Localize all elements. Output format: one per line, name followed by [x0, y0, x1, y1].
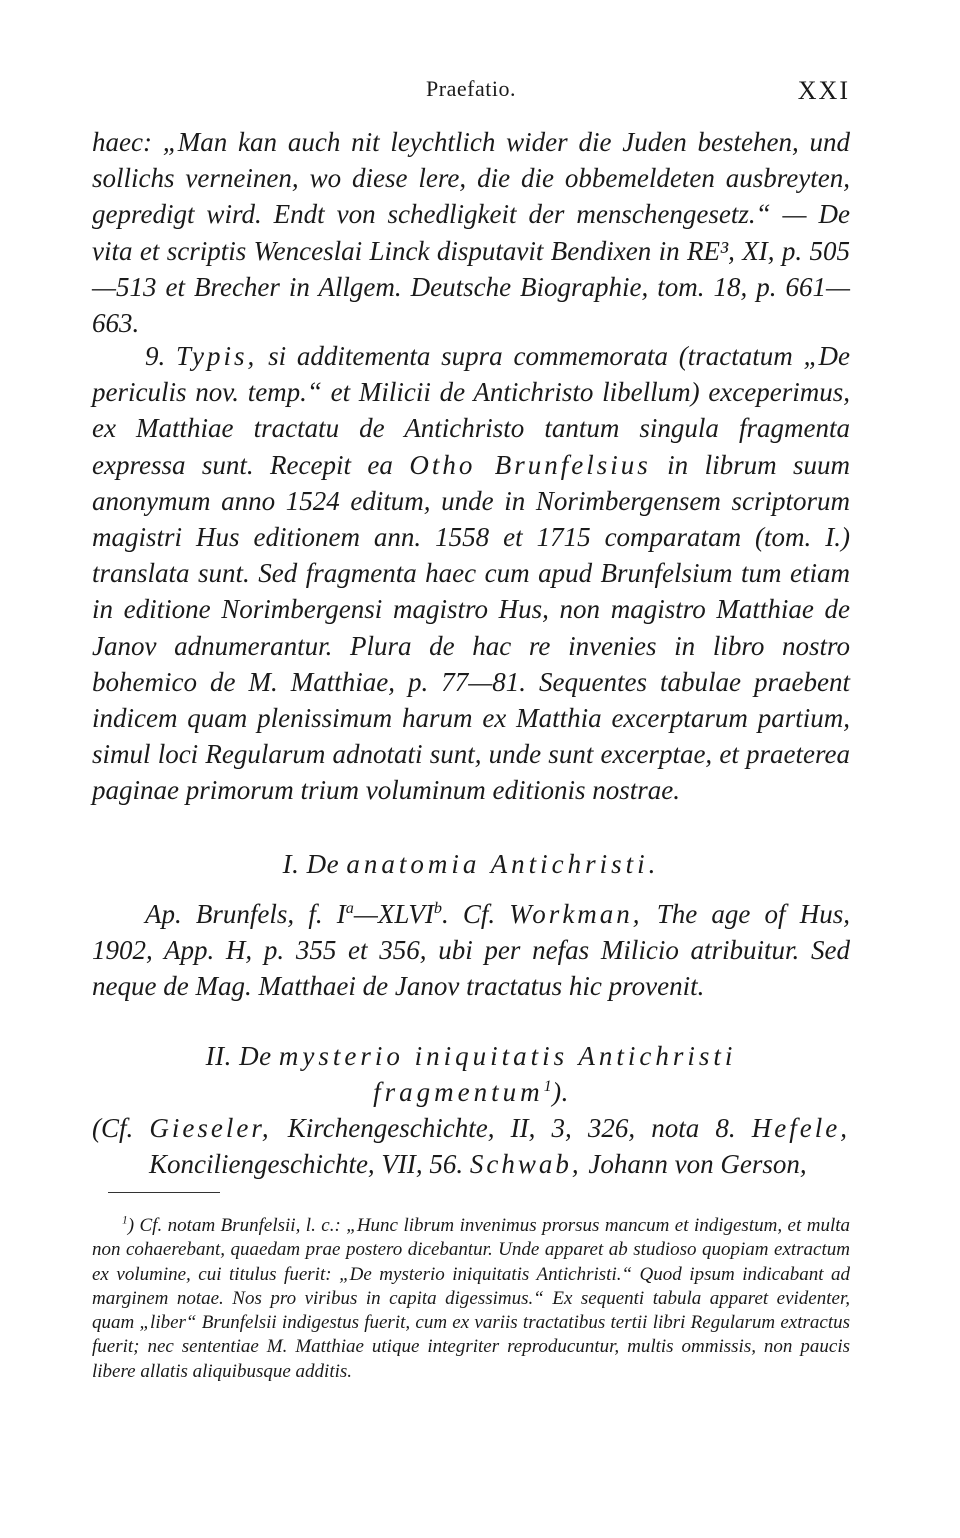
paragraph-text: haec: „Man kan auch nit leychtlich wider die Juden bestehen, und sollichs verneinen, wo diese lere, die die obbemeldeten ausbreyten, gepredigt wird. Endt von schedligkeit der menschengesetz.“ — De vita et scriptis Wenceslai Linck disputavit Bendixen in RE³, XI, p. 505—513 et Brecher in Allgem. Deutsche Biographie, tom. 18, p. 661—663.: [92, 127, 850, 339]
paragraph-segment: si additementa supra commemorata (tractatum „De periculis nov. temp.“ et Milicii de Antichristo libellum) exceperimus, ex Matthiae tractatu de Antichristo tantum singula fragmenta expressa sunt. Recepit ea: [92, 341, 851, 480]
paragraph-segment: in librum suum anonymum anno 1524 editum, unde in Norimbergensem scriptorum magistri Hus editionem ann. 1558 et 1715 comparatam (tom. I.) translata sunt. Sed fragmenta haec cum apud Brunfelsium tum etiam in editione Norimbergensi magistro Hus, non magistro Matthiae de Janov adnumerantur. Plura de hac re invenies in libro nostro bohemico de M. Matthiae, p. 77—81. Sequentes tabulae praebent indicem quam plenissimum harum ex Matthia excerptarum partium, simul loci Regularum adnotati sunt, unde sunt excerptae, et praeterea paginae primorum trium voluminum editionis nostrae.: [92, 449, 851, 806]
spaced-name-schwab: Schwab,: [469, 1149, 582, 1180]
citation-segment: Kirchengeschichte, II, 3, 326, nota 8.: [287, 1113, 736, 1143]
section-text-segment: . Cf.: [441, 899, 496, 929]
section-text-segment: The age of Hus, 1902, App. H, p. 355 et 356, ubi per nefas Milicio atribuitur. Sed neque de Mag. Matthaei de Janov tractatus hic provenit.: [92, 899, 850, 1002]
page-number: XXI: [797, 76, 850, 105]
section-title: anatomia Antichristi.: [346, 849, 660, 879]
section-title-word: De: [239, 1041, 272, 1071]
footnote-divider: [108, 1192, 220, 1193]
section-title: mysterio iniquitatis Antichristi fragmentum: [278, 1041, 737, 1107]
section-1-heading: [92, 846, 850, 882]
superscript: b: [433, 899, 442, 917]
superscript: a: [345, 899, 354, 917]
citation-segment: Johann von Gerson,: [588, 1149, 807, 1180]
footnote: [92, 1214, 850, 1384]
section-2-heading: [92, 1038, 850, 1110]
footnote-body: ) Cf. notam Brunfelsii, l. c.: „Hunc librum invenimus prorsus mancum et indigestum, et multa non cohaerebant, quaedam prae postero dicebantur. Unde apparet ab studioso quopiam extractum ex volumine, cui titulus fuerit: „De mysterio iniquitatis Antichristi.“ Quod ipsum indicabant ad marginem notae. Nos pro viribus in capita digessimus.“ Ex sequenti tabula apparet evidenter, quam „liber“ Brunfelsii indigestus fuerit, cum ex variis tractatibus tertii libri Regularum extractus fuerit; nec sententiae M. Matthiae utique integriter reproducuntur, multis ommissis, non paucis libere allatis aliquibusque additis.: [92, 1215, 850, 1382]
running-title: Praefatio.: [426, 76, 516, 101]
paragraph-9: [92, 338, 850, 809]
footnote-text: [92, 1214, 850, 1384]
footnote-reference[interactable]: 1: [543, 1077, 553, 1095]
citation-segment: Konciliengeschichte, VII, 56.: [149, 1149, 464, 1180]
section-2: [92, 1038, 850, 1182]
footnote-marker: 1: [122, 1214, 128, 1227]
paragraph-continued: [92, 124, 850, 341]
spaced-name-brunfelsius: Otho Brunfelsius: [409, 449, 651, 480]
section-numeral: I.: [282, 849, 300, 879]
section-text-segment: —XLVI: [353, 899, 434, 929]
section-text-segment: Ap. Brunfels, f. I: [145, 899, 346, 929]
citation-segment: (Cf.: [92, 1113, 134, 1143]
section-1-text: [92, 896, 850, 1005]
section-1: [92, 846, 850, 1005]
spaced-name-workman: Workman,: [509, 899, 643, 929]
spaced-name-gieseler: Gieseler,: [149, 1113, 272, 1143]
spaced-name-hefele: Hefele,: [751, 1113, 850, 1143]
section-title-word: De: [306, 849, 340, 879]
paragraph-number: 9.: [145, 341, 166, 371]
spaced-word: Typis,: [176, 341, 258, 371]
section-numeral: II.: [205, 1041, 232, 1071]
page-header: [92, 72, 850, 112]
section-title-close: ).: [552, 1077, 569, 1107]
section-2-citation: [92, 1110, 850, 1182]
paragraph-text: [92, 338, 850, 809]
